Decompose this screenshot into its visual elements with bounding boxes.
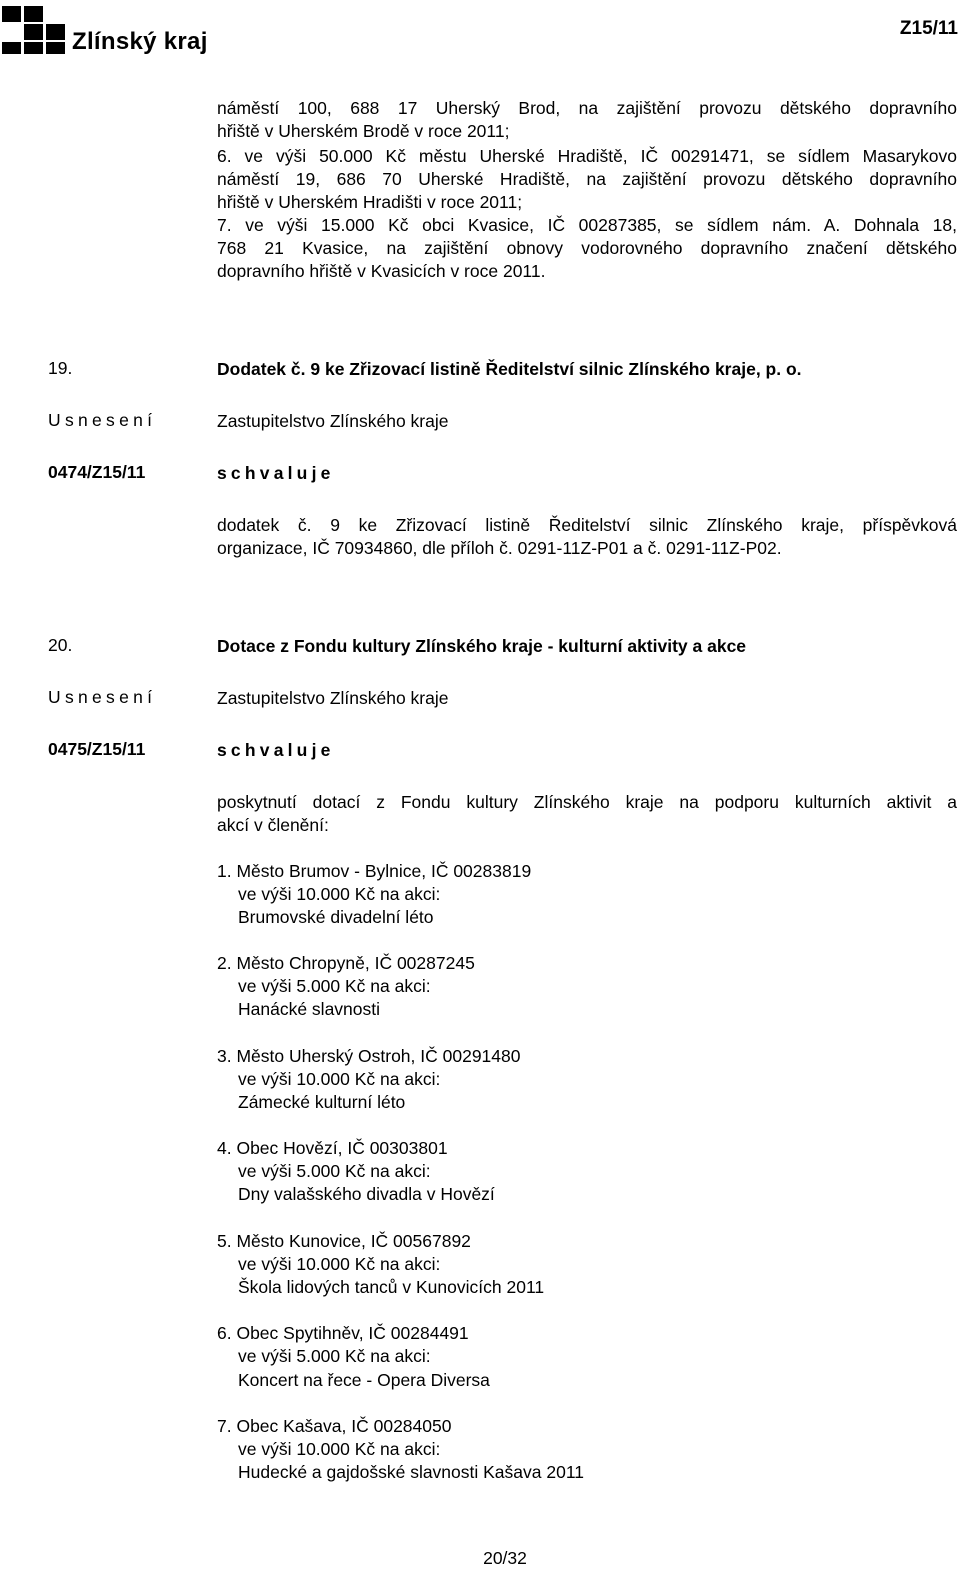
grant-amount: ve výši 5.000 Kč na akci:	[238, 1346, 431, 1366]
grant-amount: ve výši 10.000 Kč na akci:	[238, 1069, 441, 1089]
zlinsky-kraj-logo	[2, 6, 208, 55]
logo-square-icon	[24, 24, 43, 40]
intro-line: 768 21 Kvasice, na zajištění obnovy vodorovného dopravního značení dětského	[217, 238, 957, 258]
intro-line: 6. ve výši 50.000 Kč městu Uherské Hradiště, IČ 00291471, se sídlem Masarykovo	[217, 146, 957, 166]
grant-event: Koncert na řece - Opera Diversa	[238, 1370, 490, 1390]
resolution-number: 0475/Z15/11	[48, 739, 146, 759]
intro-line: hřiště v Uherském Hradišti v roce 2011;	[217, 192, 523, 212]
usneseni-label: Usnesení	[48, 410, 157, 430]
page-number: 20/32	[483, 1548, 527, 1568]
logo-square-icon	[24, 6, 43, 22]
resolution-number: 0474/Z15/11	[48, 462, 146, 482]
logo-square-icon	[46, 24, 65, 40]
usneseni-label: Usnesení	[48, 687, 157, 707]
grant-amount: ve výši 10.000 Kč na akci:	[238, 884, 441, 904]
grant-recipient: 3. Město Uherský Ostroh, IČ 00291480	[217, 1046, 521, 1066]
logo-square-icon	[24, 42, 43, 54]
grant-recipient: 6. Obec Spytihněv, IČ 00284491	[217, 1323, 469, 1343]
intro-line: náměstí 19, 686 70 Uherské Hradiště, na zajištění provozu dětského dopravního	[217, 169, 957, 189]
council-name: Zastupitelstvo Zlínského kraje	[217, 688, 449, 708]
grant-event: Hudecké a gajdošské slavnosti Kašava 2011	[238, 1462, 585, 1482]
grant-recipient: 1. Město Brumov - Bylnice, IČ 00283819	[217, 861, 532, 881]
item-title: Dotace z Fondu kultury Zlínského kraje - kulturní aktivity a akce	[217, 636, 747, 656]
grant-amount: ve výši 10.000 Kč na akci:	[238, 1439, 441, 1459]
logo-text: Zlínský kraj	[72, 28, 208, 55]
grant-amount: ve výši 10.000 Kč na akci:	[238, 1254, 441, 1274]
grant-event: Zámecké kulturní léto	[238, 1092, 406, 1112]
intro-line: náměstí 100, 688 17 Uherský Brod, na zajištění provozu dětského dopravního	[217, 98, 957, 118]
logo-square-icon	[46, 42, 65, 54]
resolution-verb: schvaluje	[217, 463, 335, 483]
intro-line: dopravního hřiště v Kvasicích v roce 2011.	[217, 261, 546, 281]
grant-event: Hanácké slavnosti	[238, 999, 381, 1019]
grant-recipient: 5. Město Kunovice, IČ 00567892	[217, 1231, 471, 1251]
grant-amount: ve výši 5.000 Kč na akci:	[238, 976, 431, 996]
document-id: Z15/11	[899, 18, 958, 39]
grant-event: Škola lidových tanců v Kunovicích 2011	[238, 1277, 545, 1297]
resolution-text: organizace, IČ 70934860, dle příloh č. 0291-11Z-P01 a č. 0291-11Z-P02.	[217, 538, 782, 558]
intro-line: 7. ve výši 15.000 Kč obci Kvasice, IČ 00287385, se sídlem nám. A. Dohnala 18,	[217, 215, 957, 235]
resolution-text: akcí v členění:	[217, 815, 329, 835]
resolution-text: dodatek č. 9 ke Zřizovací listině Ředitelství silnic Zlínského kraje, příspěvková	[217, 515, 957, 535]
council-name: Zastupitelstvo Zlínského kraje	[217, 411, 449, 431]
item-number: 19.	[48, 358, 73, 378]
grant-recipient: 7. Obec Kašava, IČ 00284050	[217, 1416, 452, 1436]
grant-recipient: 4. Obec Hovězí, IČ 00303801	[217, 1138, 448, 1158]
item-number: 20.	[48, 635, 73, 655]
grant-amount: ve výši 5.000 Kč na akci:	[238, 1161, 431, 1181]
logo-square-icon	[2, 42, 21, 54]
intro-line: hřiště v Uherském Brodě v roce 2011;	[217, 121, 510, 141]
grant-event: Dny valašského divadla v Hovězí	[238, 1184, 495, 1204]
grant-event: Brumovské divadelní léto	[238, 907, 434, 927]
item-title: Dodatek č. 9 ke Zřizovací listině Ředitelství silnic Zlínského kraje, p. o.	[217, 359, 802, 379]
resolution-text: poskytnutí dotací z Fondu kultury Zlínského kraje na podporu kulturních aktivit a	[217, 792, 957, 812]
logo-square-icon	[2, 6, 21, 22]
grant-recipient: 2. Město Chropyně, IČ 00287245	[217, 953, 475, 973]
resolution-verb: schvaluje	[217, 740, 335, 760]
